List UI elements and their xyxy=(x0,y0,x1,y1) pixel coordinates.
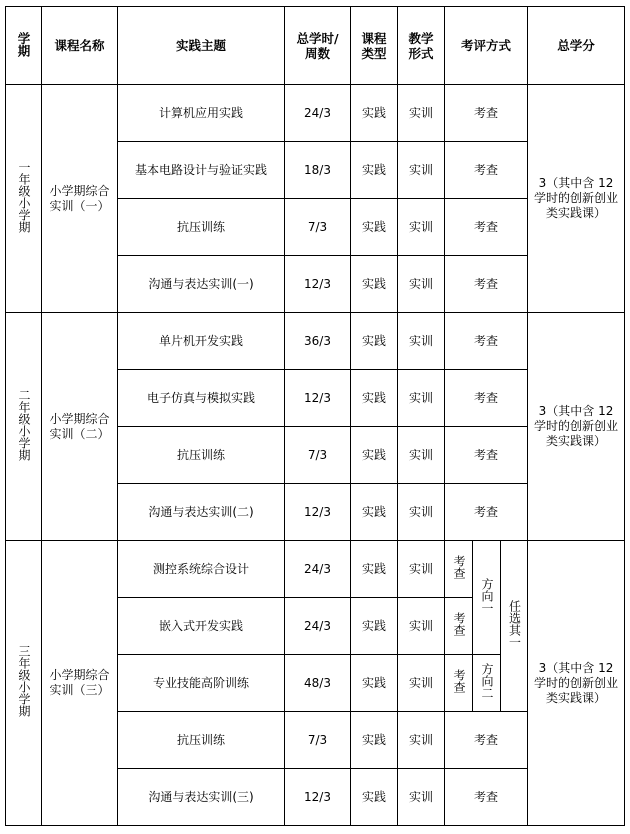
topic-cell: 计算机应用实践 xyxy=(118,85,285,142)
assessment-cell: 考查 xyxy=(445,655,473,712)
hours-cell: 48/3 xyxy=(285,655,351,712)
hours-cell: 12/3 xyxy=(285,370,351,427)
form-cell: 实训 xyxy=(398,142,445,199)
assessment-cell: 考查 xyxy=(445,541,473,598)
hours-cell: 7/3 xyxy=(285,199,351,256)
assessment-cell: 考查 xyxy=(445,712,528,769)
hours-cell: 18/3 xyxy=(285,142,351,199)
direction-two-cell: 方向二 xyxy=(473,655,501,712)
type-cell: 实践 xyxy=(351,370,398,427)
hours-cell: 36/3 xyxy=(285,313,351,370)
course-name-cell: 小学期综合实训（二） xyxy=(42,313,118,541)
form-cell: 实训 xyxy=(398,598,445,655)
form-cell: 实训 xyxy=(398,712,445,769)
hours-cell: 7/3 xyxy=(285,427,351,484)
hours-cell: 12/3 xyxy=(285,769,351,826)
hours-cell: 24/3 xyxy=(285,85,351,142)
header-credits: 总学分 xyxy=(528,7,625,85)
type-cell: 实践 xyxy=(351,541,398,598)
type-cell: 实践 xyxy=(351,85,398,142)
credit-cell: 3（其中含 12 学时的创新创业类实践课） xyxy=(528,541,625,826)
credit-cell: 3（其中含 12 学时的创新创业类实践课） xyxy=(528,85,625,313)
form-cell: 实训 xyxy=(398,256,445,313)
header-semester: 学期 xyxy=(6,7,42,85)
type-cell: 实践 xyxy=(351,427,398,484)
table-row xyxy=(6,541,625,598)
assessment-cell: 考查 xyxy=(445,85,528,142)
hours-cell: 12/3 xyxy=(285,256,351,313)
topic-cell: 沟通与表达实训(二) xyxy=(118,484,285,541)
topic-cell: 抗压训练 xyxy=(118,199,285,256)
type-cell: 实践 xyxy=(351,256,398,313)
topic-cell: 单片机开发实践 xyxy=(118,313,285,370)
topic-cell: 沟通与表达实训(三) xyxy=(118,769,285,826)
assessment-cell: 考查 xyxy=(445,313,528,370)
header-topic: 实践主题 xyxy=(118,7,285,85)
form-cell: 实训 xyxy=(398,655,445,712)
topic-cell: 抗压训练 xyxy=(118,712,285,769)
hours-cell: 12/3 xyxy=(285,484,351,541)
topic-cell: 专业技能高阶训练 xyxy=(118,655,285,712)
course-name-cell: 小学期综合实训（三） xyxy=(42,541,118,826)
topic-cell: 嵌入式开发实践 xyxy=(118,598,285,655)
practice-course-table xyxy=(5,6,625,826)
assessment-cell: 考查 xyxy=(445,769,528,826)
type-cell: 实践 xyxy=(351,769,398,826)
choose-one-cell: 任选其一 xyxy=(501,541,528,712)
hours-cell: 24/3 xyxy=(285,541,351,598)
topic-cell: 测控系统综合设计 xyxy=(118,541,285,598)
assessment-cell: 考查 xyxy=(445,427,528,484)
assessment-cell: 考查 xyxy=(445,598,473,655)
form-cell: 实训 xyxy=(398,484,445,541)
type-cell: 实践 xyxy=(351,655,398,712)
assessment-cell: 考查 xyxy=(445,484,528,541)
header-row xyxy=(6,7,625,85)
topic-cell: 电子仿真与模拟实践 xyxy=(118,370,285,427)
course-name-cell: 小学期综合实训（一） xyxy=(42,85,118,313)
header-hours: 总学时/周数 xyxy=(285,7,351,85)
assessment-cell: 考查 xyxy=(445,370,528,427)
table-row xyxy=(6,313,625,370)
semester-cell: 三年级小学期 xyxy=(6,541,42,826)
type-cell: 实践 xyxy=(351,313,398,370)
table-row xyxy=(6,85,625,142)
assessment-cell: 考查 xyxy=(445,142,528,199)
header-teaching-form: 教学形式 xyxy=(398,7,445,85)
semester-cell: 一年级小学期 xyxy=(6,85,42,313)
topic-cell: 沟通与表达实训(一) xyxy=(118,256,285,313)
hours-cell: 24/3 xyxy=(285,598,351,655)
credit-cell: 3（其中含 12 学时的创新创业类实践课） xyxy=(528,313,625,541)
assessment-cell: 考查 xyxy=(445,256,528,313)
form-cell: 实训 xyxy=(398,85,445,142)
assessment-cell: 考查 xyxy=(445,199,528,256)
form-cell: 实训 xyxy=(398,427,445,484)
type-cell: 实践 xyxy=(351,598,398,655)
form-cell: 实训 xyxy=(398,199,445,256)
type-cell: 实践 xyxy=(351,712,398,769)
type-cell: 实践 xyxy=(351,142,398,199)
type-cell: 实践 xyxy=(351,199,398,256)
form-cell: 实训 xyxy=(398,541,445,598)
form-cell: 实训 xyxy=(398,769,445,826)
direction-one-cell: 方向一 xyxy=(473,541,501,655)
form-cell: 实训 xyxy=(398,313,445,370)
header-course-type: 课程类型 xyxy=(351,7,398,85)
semester-cell: 二年级小学期 xyxy=(6,313,42,541)
topic-cell: 抗压训练 xyxy=(118,427,285,484)
header-assessment: 考评方式 xyxy=(445,7,528,85)
type-cell: 实践 xyxy=(351,484,398,541)
form-cell: 实训 xyxy=(398,370,445,427)
hours-cell: 7/3 xyxy=(285,712,351,769)
header-course-name: 课程名称 xyxy=(42,7,118,85)
topic-cell: 基本电路设计与验证实践 xyxy=(118,142,285,199)
